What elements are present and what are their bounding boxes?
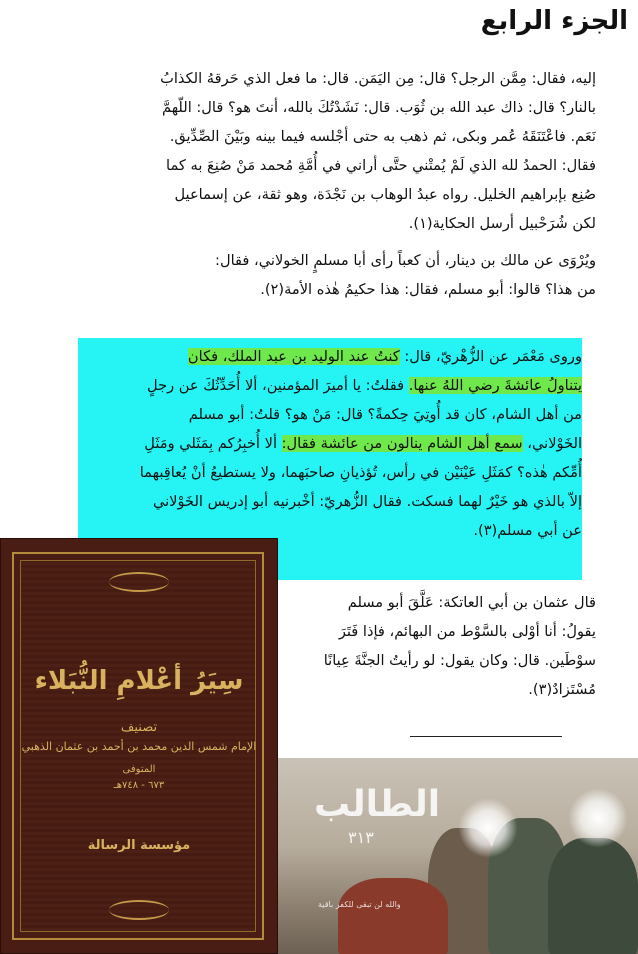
book-publisher: مؤسسة الرسالة: [87, 838, 191, 853]
text-line: أُمِّكم هٰذه؟ كمَثَلِ عَيْنَيْن في رأس، تُؤذيانِ صاحبَهما، ولا يستطيعُ أنْ يُعاقِبهما: [139, 464, 582, 481]
light-halo: [458, 798, 518, 858]
text-span: ألا أُخبِرُكم بِمَثَلي ومَثَلِ: [144, 435, 282, 452]
scene-caption: والله لن تبقى للكفر باقية: [318, 900, 401, 909]
footnote-divider: [410, 736, 562, 737]
scene-image: [278, 758, 638, 954]
book-subtitle: تصنيف: [120, 720, 158, 735]
paragraph-2: [28, 246, 596, 304]
text-line: إليه، فقال: مِمَّن الرجل؟ قال: مِن اليَمَن. قال: ما فعل الذي حَرقهُ الكذابُ: [160, 70, 596, 87]
text-line: قال عثمان بن أبي العاتكة: عَلَّقَ أبو مسلم: [347, 594, 596, 611]
text-span: فقلتُ: يا أميرَ المؤمنين، ألا أُحَدِّثُكَ عن رجلٍ: [147, 377, 409, 394]
book-verifier-label: المتوفى: [122, 764, 156, 775]
text-line: عن أبي مسلم(٣).: [473, 522, 582, 539]
text-line: بالنار؟ قال: ذاك عبد الله بن ثُوَب. قال: نَشَدْتُكَ بالله، أنتَ هو؟ قال: اللّهمَّ: [161, 99, 596, 116]
text-line: فقال: الحمدُ لله الذي لَمْ يُمتْني حتَّى أراني في أُمَّةِ مُحمد مَنْ صُنِعَ به كما: [166, 157, 596, 174]
figure-silhouette: [338, 878, 448, 954]
ornament-icon: [109, 572, 169, 592]
scene-logo: الطالب: [314, 784, 441, 825]
text-line: صُنِع بإبراهيم الخليل. رواه عبدُ الوهاب بن نَجْدَة، وهو ثقة، عن إسماعيل: [174, 186, 596, 203]
book-author: الإمام شمس الدين محمد بن أحمد بن عثمان الذهبي: [21, 740, 257, 753]
green-highlight: سمع أهل الشام ينالون من عائشة فقال:: [281, 435, 523, 452]
paragraph-3-highlighted: [84, 342, 582, 545]
paragraph-4: [270, 588, 596, 704]
book-cover-image: [0, 538, 278, 954]
text-line: إلاّ بالذي هو خَيْرٌ لهما فسكت. فقال الزُّهريّ: أخْبرنيه أبو إدريس الخَوْلاني: [152, 493, 582, 510]
text-line: من هذا؟ قالوا: أبو مسلم، فقال: هذا حكيمُ هٰذه الأمة(٢).: [260, 281, 596, 298]
text-span: وروى مَعْمَر عن الزُّهْريّ، قال:: [399, 348, 582, 365]
ornament-icon: [109, 900, 169, 920]
text-span: الخَوْلاني،: [522, 435, 582, 452]
text-line: سوْطَين. قال: وكان يقول: لو رأيتُ الجنَّةَ عِيانًا: [323, 652, 596, 669]
text-line: [84, 342, 582, 371]
text-line: [84, 429, 582, 458]
text-line: لكن شُرَحْبيل أرسل الحكاية(١).: [408, 215, 596, 232]
green-highlight: يتناولُ عائشةَ رضي اللهُ عنها.: [408, 377, 582, 394]
paragraph-1: [28, 64, 596, 238]
book-dates: ٦٧٣ - ٧٤٨هـ: [113, 780, 165, 791]
page-header: الجزء الرابع: [480, 6, 628, 36]
text-line: يقولُ: أنا أوْلى بالسَّوْط من البهائم، فإذا فَتَرَ: [338, 623, 596, 640]
text-line: نَعَم. فاعْتَنَقَهُ عُمر وبكى، ثم ذهب به حتى أجْلسه فيما بينه وبَيْنَ الصِّدِّيق.: [169, 128, 596, 145]
text-line: مُسْتَزادٌ(٣).: [528, 681, 596, 698]
book-title: سِيَرُ أعْلامِ النُّبَلاء: [34, 666, 244, 696]
text-line: [84, 371, 582, 400]
light-halo: [568, 788, 628, 848]
figure-silhouette: [548, 838, 638, 954]
text-line: ويُرْوَى عن مالك بن دينار، أن كعباً رأى أبا مسلمٍ الخولاني، فقال:: [215, 252, 596, 269]
text-line: من أهل الشام، كان قد أُوتِيَ حِكمةً؟ قال: مَنْ هو؟ قلتُ: أبو مسلم: [188, 406, 582, 423]
scene-number: ٣١٣: [348, 828, 374, 847]
green-highlight: كنتُ عند الوليد بن عبد الملك، فكان: [187, 348, 400, 365]
